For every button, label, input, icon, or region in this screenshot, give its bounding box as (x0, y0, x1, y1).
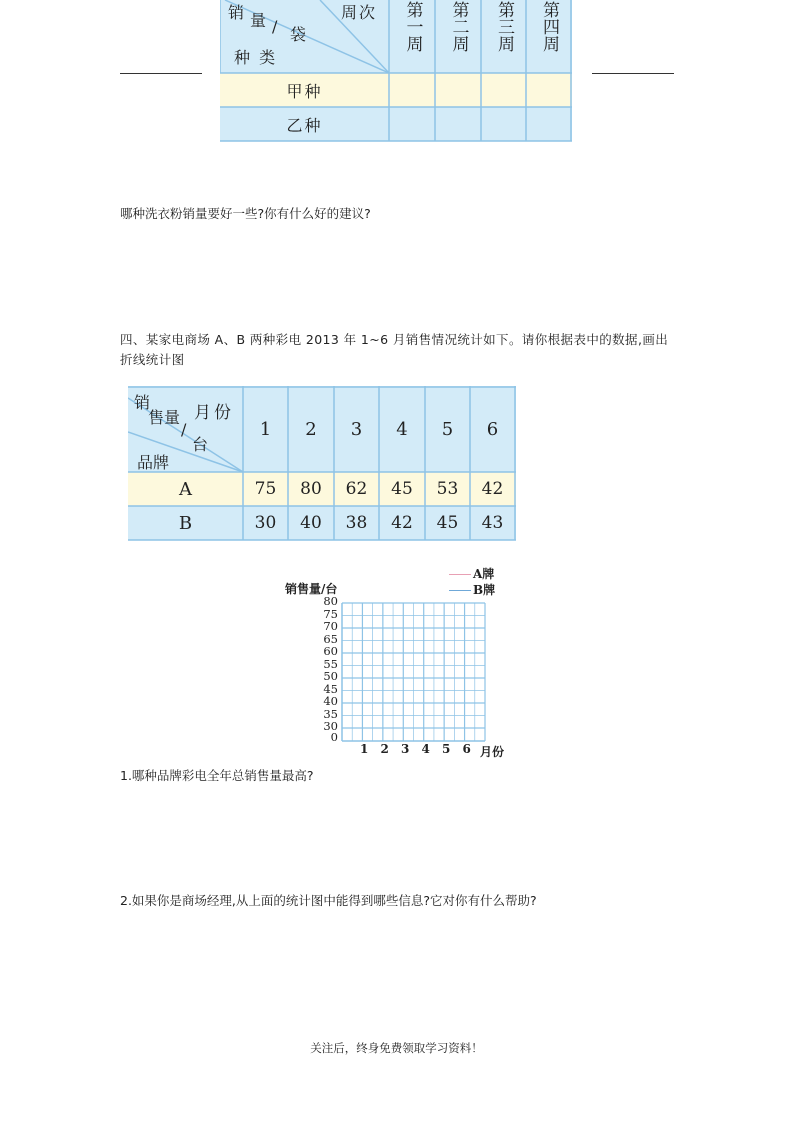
section4-intro: 四、某家电商场 A、B 两种彩电 2013 年 1~6 月销售情况统计如下。请你根据表中的数据,画出折线统计图 (120, 332, 669, 367)
table1-header-zhouci: 周次 (341, 3, 378, 22)
table1-header-slash: / (272, 17, 278, 36)
y-tick-label: 65 (323, 631, 338, 646)
table1-week-2: 第二周 (448, 1, 469, 52)
footer-note: 关注后，终身免费领取学习资料！ (310, 1041, 483, 1055)
side-rule-left (120, 73, 202, 74)
x-tick-label: 2 (380, 742, 389, 756)
table1-week-4: 第四周 (539, 1, 559, 52)
chart-grid (340, 598, 490, 748)
table2-brand-b: B (178, 512, 193, 534)
y-tick-label: 70 (323, 619, 338, 633)
table1-header-xiao: 销 (228, 3, 245, 22)
table2-month-5: 5 (441, 418, 454, 440)
table2-header-brand: 品牌 (137, 453, 170, 472)
table2-a-m5: 53 (436, 479, 459, 499)
y-tick-label: 35 (323, 706, 338, 721)
table1-header-liang: 量 (250, 11, 267, 30)
legend-label-a: A牌 (473, 567, 495, 581)
table2-brand-a: A (179, 478, 192, 500)
y-tick-label: 75 (323, 606, 338, 621)
table2-b-m1: 30 (254, 513, 277, 533)
table1-header-zhonglei: 种 类 (234, 48, 278, 67)
table2-b-m5: 45 (436, 513, 459, 533)
x-tick-label: 6 (462, 742, 471, 756)
table2-header-slash: / (181, 420, 187, 439)
table2-b-m3: 38 (345, 513, 368, 533)
table2-b-m6: 43 (481, 513, 504, 533)
side-rule-right (592, 73, 674, 74)
table2-a-m3: 62 (345, 479, 368, 499)
table2-month-2: 2 (305, 418, 317, 440)
y-tick-label: 60 (323, 644, 338, 658)
y-tick-label: 55 (323, 656, 338, 671)
y-tick-label: 30 (323, 719, 338, 733)
table2-month-4: 4 (396, 418, 408, 440)
question-highest-total: 1.哪种品牌彩电全年总销售量最高? (120, 768, 314, 783)
table2-a-m6: 42 (481, 479, 504, 499)
table1-week-3: 第三周 (494, 1, 514, 52)
x-tick-label: 4 (421, 742, 430, 756)
question-manager-info: 2.如果你是商场经理,从上面的统计图中能得到哪些信息?它对你有什么帮助? (120, 893, 537, 908)
chart-ylabel: 销售量/台 (285, 582, 338, 596)
x-tick-label: 1 (360, 742, 369, 756)
chart-xlabel: 月份 (480, 745, 505, 759)
table2-b-m2: 40 (300, 513, 322, 533)
y-tick-label: 50 (323, 669, 338, 683)
table1-week-1: 第一周 (402, 1, 423, 52)
table2-month-3: 3 (350, 418, 363, 440)
table1-row-label-yi: 乙种 (286, 115, 323, 135)
x-tick-label: 5 (442, 742, 451, 756)
table2-b-m4: 42 (391, 513, 413, 533)
table2-header-xiao: 销 (134, 393, 151, 412)
y-tick-label: 45 (323, 681, 338, 696)
table2-header-tai: 台 (192, 435, 209, 454)
table2-header-month: 月份 (194, 403, 234, 423)
table2-a-m1: 75 (254, 479, 277, 499)
y-tick-label: 80 (323, 594, 338, 608)
legend-label-b: B牌 (473, 583, 496, 597)
x-tick-label: 3 (401, 742, 410, 756)
question-best-detergent: 哪种洗衣粉销量要好一些?你有什么好的建议? (120, 206, 371, 221)
table2-a-m4: 45 (391, 479, 413, 499)
y-tick-label: 40 (323, 694, 338, 708)
table2-month-1: 1 (259, 418, 272, 440)
table2-a-m2: 80 (300, 479, 322, 499)
y-tick-labels (318, 596, 340, 748)
x-tick-labels (344, 742, 494, 758)
table1-header-dai: 袋 (290, 25, 307, 44)
legend-line-a (449, 574, 471, 575)
table2-header-shouliang: 售量 (148, 408, 181, 427)
table1-row-label-jia: 甲种 (286, 81, 323, 101)
y-tick-label: 0 (330, 730, 338, 744)
legend-line-b (449, 590, 471, 591)
table2-month-6: 6 (486, 418, 499, 440)
